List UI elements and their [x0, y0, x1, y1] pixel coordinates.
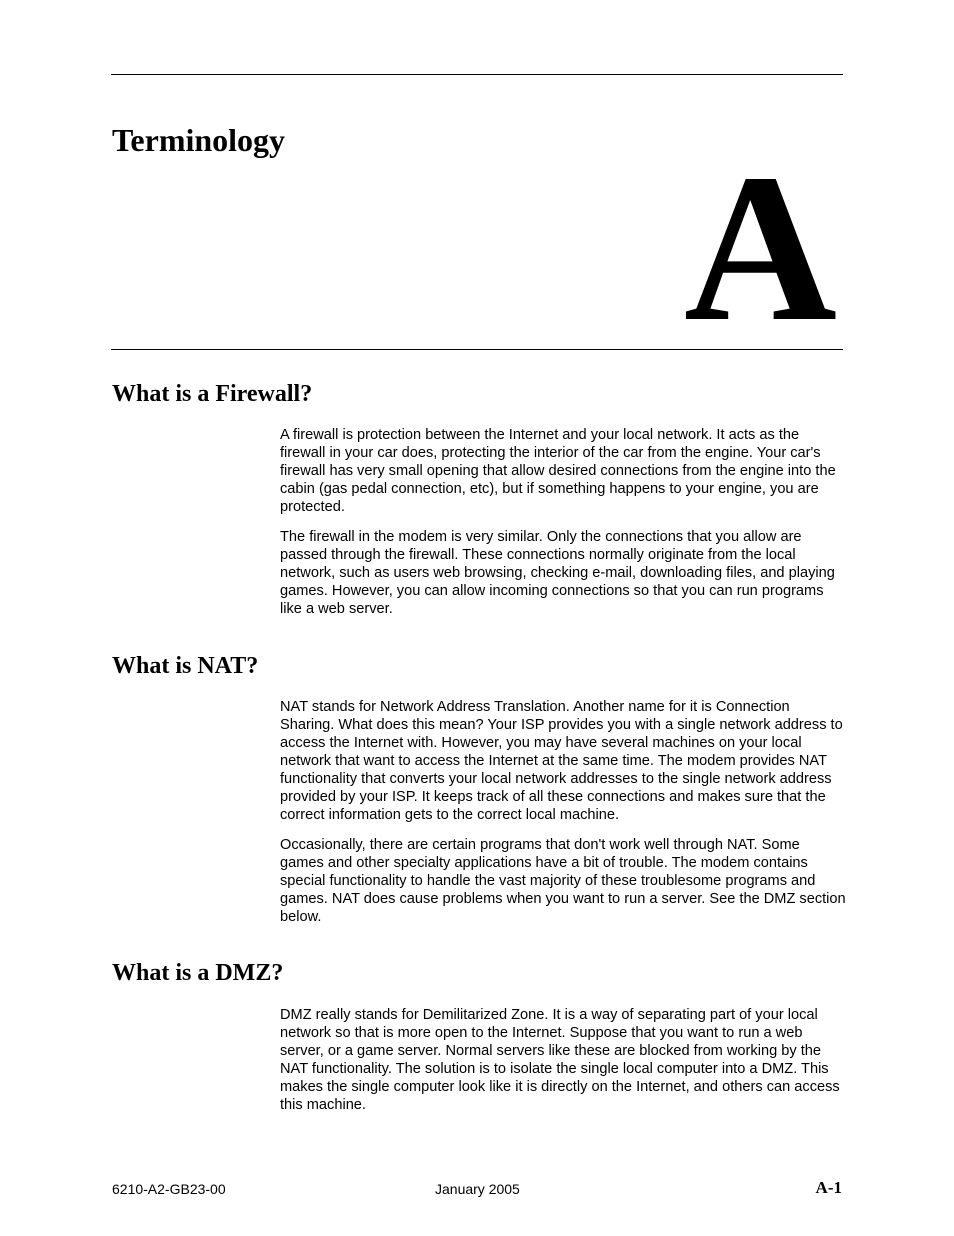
chapter-divider-rule: [111, 349, 843, 350]
section-heading-nat: What is NAT?: [112, 653, 259, 679]
section-heading-firewall: What is a Firewall?: [112, 381, 313, 407]
footer-page-number: A-1: [815, 1178, 842, 1197]
footer-date: January 2005: [435, 1181, 520, 1197]
paragraph: DMZ really stands for Demilitarized Zone. It is a way of separating part of your local network so that is more open to the Internet. Suppose that you want to run a web server, or a game server. Normal servers like these are blocked from working by the NAT functionality. The solution is to isolate the single local computer into a DMZ. This makes the single computer look like it is directly on the Internet, and others can access this machine.: [280, 1007, 840, 1113]
section-body-nat: [280, 698, 846, 938]
paragraph: The firewall in the modem is very similar. Only the connections that you allow are passed through the firewall. These connections normally originate from the local network, such as users web browsing, checking e-mail, downloading files, and playing games. However, you can allow incoming connections so that you can run programs like a web server.: [280, 529, 835, 617]
paragraph: NAT stands for Network Address Translation. Another name for it is Connection Sharing. What does this mean? Your ISP provides you with a single network address to access the Internet with. However, you may have several machines on your local network that want to access the Internet at the same time. The modem provides NAT functionality that converts your local network addresses to the single network address provided by your ISP. It keeps track of all these connections and makes sure that the correct information gets to the correct local machine.: [280, 699, 843, 823]
footer-doc-number: 6210-A2-GB23-00: [112, 1181, 226, 1197]
section-heading-dmz: What is a DMZ?: [112, 960, 284, 986]
paragraph: Occasionally, there are certain programs that don't work well through NAT. Some games and other specialty applications have a bit of trouble. The modem contains special functionality to handle the vast majority of these troublesome programs and games. NAT does cause problems when you want to run a server. See the DMZ section below.: [280, 837, 846, 925]
chapter-title: Terminology: [112, 122, 286, 158]
chapter-letter: A: [683, 130, 837, 365]
section-body-firewall: [280, 426, 846, 630]
paragraph: A firewall is protection between the Internet and your local network. It acts as the firewall in your car does, protecting the interior of the car from the engine. Your car's firewall has very small opening that allow desired connections from the engine into the cabin (gas pedal connection, etc), but if something happens to your engine, you are protected.: [280, 427, 836, 515]
top-rule: [111, 74, 843, 75]
section-body-dmz: [280, 1006, 846, 1126]
